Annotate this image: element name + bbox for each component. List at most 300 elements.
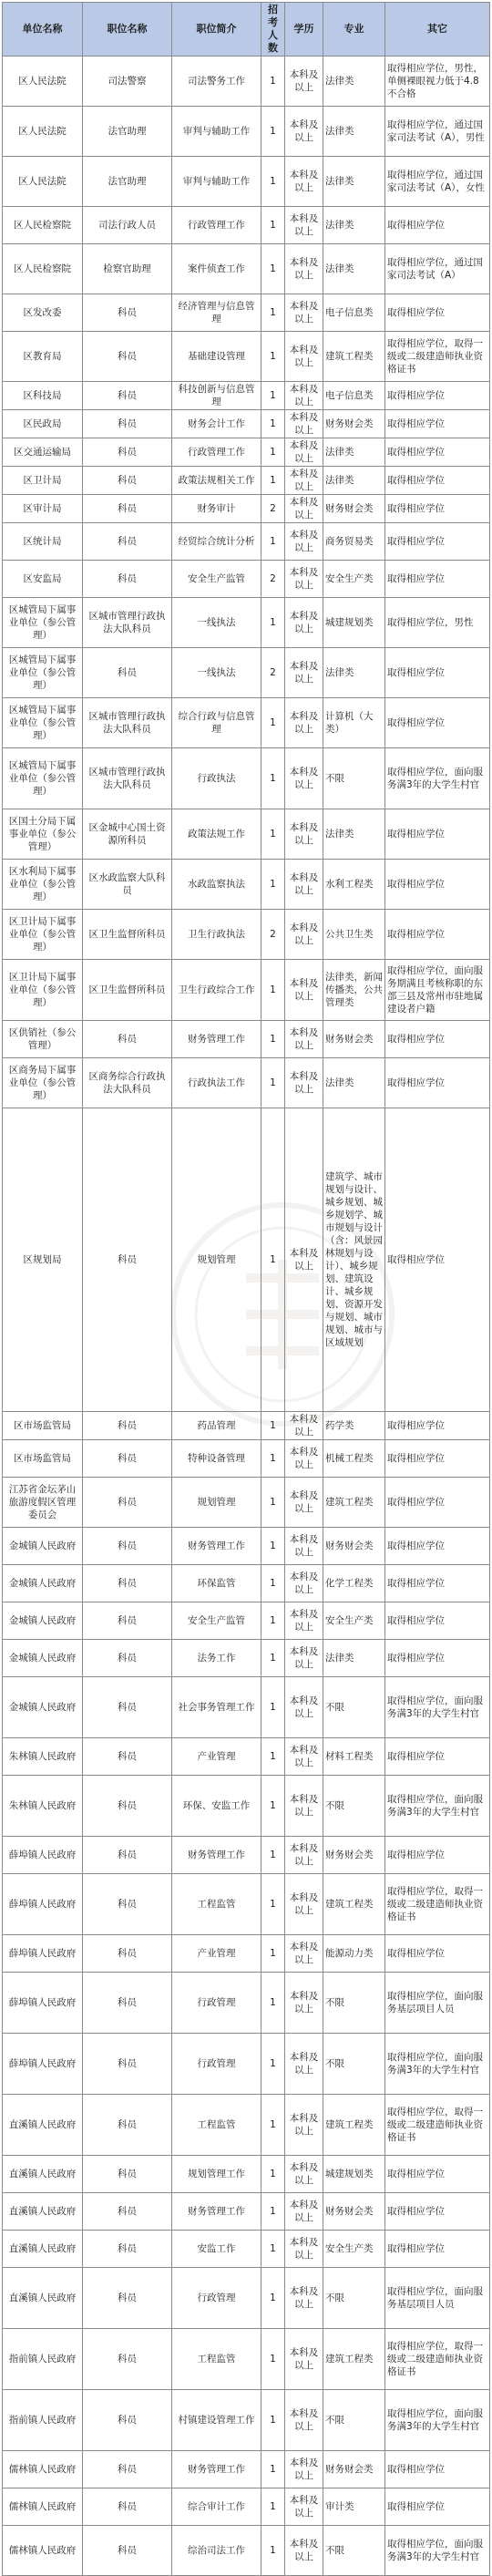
description-cell: 经贸综合统计分析 (172, 523, 261, 561)
count-cell: 1 (261, 467, 285, 495)
other-cell: 取得相应学位 (385, 2488, 490, 2526)
count-cell: 1 (261, 1973, 285, 2034)
table-row (3, 2193, 490, 2231)
description-cell: 经济管理与信息管理 (172, 294, 261, 332)
description-cell: 财务审计 (172, 495, 261, 523)
position-cell: 科员 (83, 1565, 172, 1602)
position-cell: 区金城中心国土资源所科员 (83, 809, 172, 860)
unit-cell: 区科技局 (3, 382, 83, 410)
table-row (3, 1776, 490, 1837)
unit-cell: 金城镇人民政府 (3, 1528, 83, 1565)
position-cell: 科员 (83, 2156, 172, 2193)
description-cell: 财务管理工作 (172, 2193, 261, 2231)
education-cell: 本科及以上 (285, 2268, 323, 2329)
count-cell: 1 (261, 1412, 285, 1440)
unit-cell: 江苏省金坛茅山旅游度假区管理委员会 (3, 1478, 83, 1528)
description-cell: 行政执法工作 (172, 1058, 261, 1108)
major-cell: 不限 (323, 2268, 385, 2329)
major-cell: 电子信息类 (323, 382, 385, 410)
position-cell: 科员 (83, 1776, 172, 1837)
major-cell: 公共卫生类 (323, 910, 385, 960)
unit-cell: 区交通运输局 (3, 438, 83, 467)
unit-cell: 直溪镇人民政府 (3, 2231, 83, 2268)
description-cell: 财务管理工作 (172, 2451, 261, 2488)
count-cell: 1 (261, 2488, 285, 2526)
major-cell: 计算机（大类） (323, 698, 385, 748)
table-row (3, 860, 490, 910)
table-row (3, 1602, 490, 1640)
header-unit: 单位名称 (3, 3, 83, 57)
table-row (3, 57, 490, 107)
other-cell: 取得相应学位 (385, 648, 490, 698)
education-cell: 本科及以上 (285, 2193, 323, 2231)
unit-cell: 薛埠镇人民政府 (3, 2034, 83, 2095)
other-cell: 取得相应学位 (385, 1935, 490, 1973)
other-cell: 取得相应学位 (385, 2156, 490, 2193)
table-row (3, 1874, 490, 1935)
unit-cell: 区水利局下属事业单位（参公管理） (3, 860, 83, 910)
major-cell: 建筑工程类 (323, 332, 385, 382)
unit-cell: 区国土分局下属事业单位（参公管理） (3, 809, 83, 860)
education-cell: 本科及以上 (285, 561, 323, 598)
table-row (3, 1973, 490, 2034)
table-row (3, 207, 490, 244)
count-cell: 1 (261, 1738, 285, 1776)
major-cell: 不限 (323, 1677, 385, 1738)
position-cell: 科员 (83, 1478, 172, 1528)
education-cell: 本科及以上 (285, 1528, 323, 1565)
count-cell: 1 (261, 244, 285, 294)
count-cell: 1 (261, 2095, 285, 2156)
other-cell: 取得相应学位，面向服务基层项目人员 (385, 1973, 490, 2034)
table-row (3, 1837, 490, 1874)
other-cell: 取得相应学位 (385, 1058, 490, 1108)
major-cell: 城建规划类 (323, 598, 385, 648)
education-cell: 本科及以上 (285, 1440, 323, 1478)
header-position: 职位名称 (83, 3, 172, 57)
header-count: 招考人数 (261, 3, 285, 57)
education-cell: 本科及以上 (285, 2156, 323, 2193)
table-row (3, 2329, 490, 2390)
count-cell: 1 (261, 523, 285, 561)
education-cell: 本科及以上 (285, 960, 323, 1021)
table-row (3, 244, 490, 294)
other-cell: 取得相应学位 (385, 410, 490, 438)
education-cell: 本科及以上 (285, 1837, 323, 1874)
unit-cell: 儒林镇人民政府 (3, 2451, 83, 2488)
education-cell: 本科及以上 (285, 107, 323, 157)
description-cell: 环保、安监工作 (172, 1776, 261, 1837)
position-cell: 科员 (83, 2488, 172, 2526)
count-cell: 1 (261, 2451, 285, 2488)
unit-cell: 区审计局 (3, 495, 83, 523)
education-cell: 本科及以上 (285, 495, 323, 523)
table-row (3, 960, 490, 1021)
table-row (3, 1108, 490, 1412)
job-table (2, 2, 490, 2576)
other-cell: 取得相应学位 (385, 1478, 490, 1528)
education-cell: 本科及以上 (285, 467, 323, 495)
education-cell: 本科及以上 (285, 1058, 323, 1108)
position-cell: 科员 (83, 1973, 172, 2034)
education-cell: 本科及以上 (285, 809, 323, 860)
position-cell: 科员 (83, 1021, 172, 1058)
description-cell: 科技创新与信息管理 (172, 382, 261, 410)
major-cell: 水利工程类 (323, 860, 385, 910)
count-cell: 1 (261, 809, 285, 860)
education-cell: 本科及以上 (285, 2231, 323, 2268)
position-cell: 区商务综合行政执法大队科员 (83, 1058, 172, 1108)
position-cell: 科员 (83, 332, 172, 382)
unit-cell: 金城镇人民政府 (3, 1677, 83, 1738)
description-cell: 财务会计工作 (172, 410, 261, 438)
position-cell: 科员 (83, 2193, 172, 2231)
other-cell: 取得相应学位，面向服务满3年的大学生村官 (385, 748, 490, 809)
education-cell: 本科及以上 (285, 1108, 323, 1412)
count-cell: 1 (261, 748, 285, 809)
other-cell: 取得相应学位 (385, 294, 490, 332)
other-cell: 取得相应学位 (385, 523, 490, 561)
unit-cell: 儒林镇人民政府 (3, 2526, 83, 2576)
unit-cell: 区城管局下属事业单位（参公管理） (3, 698, 83, 748)
major-cell: 财务财会类 (323, 1528, 385, 1565)
education-cell: 本科及以上 (285, 294, 323, 332)
position-cell: 司法行政人员 (83, 207, 172, 244)
position-cell: 科员 (83, 1874, 172, 1935)
position-cell: 科员 (83, 495, 172, 523)
education-cell: 本科及以上 (285, 1935, 323, 1973)
major-cell: 法律类 (323, 1640, 385, 1677)
description-cell: 工程监管 (172, 2329, 261, 2390)
position-cell: 科员 (83, 1412, 172, 1440)
description-cell: 产业管理 (172, 1738, 261, 1776)
table-row (3, 1478, 490, 1528)
other-cell: 取得相应学位 (385, 495, 490, 523)
table-row (3, 157, 490, 207)
count-cell: 1 (261, 2231, 285, 2268)
education-cell: 本科及以上 (285, 2034, 323, 2095)
unit-cell: 区城管局下属事业单位（参公管理） (3, 748, 83, 809)
unit-cell: 直溪镇人民政府 (3, 2095, 83, 2156)
position-cell: 科员 (83, 438, 172, 467)
other-cell: 取得相应学位，取得一级或二级建造师执业资格证书 (385, 2095, 490, 2156)
description-cell: 财务管理工作 (172, 1528, 261, 1565)
major-cell: 安全生产类 (323, 2231, 385, 2268)
count-cell: 1 (261, 1058, 285, 1108)
other-cell: 取得相应学位，面向服务满3年的大学生村官 (385, 1677, 490, 1738)
description-cell: 行政管理工作 (172, 207, 261, 244)
position-cell: 科员 (83, 1677, 172, 1738)
count-cell: 1 (261, 382, 285, 410)
unit-cell: 区卫计局 (3, 467, 83, 495)
education-cell: 本科及以上 (285, 410, 323, 438)
education-cell: 本科及以上 (285, 598, 323, 648)
position-cell: 科员 (83, 2451, 172, 2488)
description-cell: 司法警务工作 (172, 57, 261, 107)
table-row (3, 1738, 490, 1776)
other-cell: 取得相应学位，通过国家司法考试（A），男性 (385, 107, 490, 157)
major-cell: 能源动力类 (323, 1935, 385, 1973)
description-cell: 审判与辅助工作 (172, 107, 261, 157)
unit-cell: 金城镇人民政府 (3, 1565, 83, 1602)
position-cell: 区城市管理行政执法大队科员 (83, 598, 172, 648)
major-cell: 法律类 (323, 438, 385, 467)
unit-cell: 薛埠镇人民政府 (3, 1874, 83, 1935)
unit-cell: 区供销社（参公管理） (3, 1021, 83, 1058)
education-cell: 本科及以上 (285, 523, 323, 561)
description-cell: 工程监管 (172, 1874, 261, 1935)
major-cell: 建筑工程类 (323, 2095, 385, 2156)
other-cell: 取得相应学位，男性，单侧裸眼视力低于4.8不合格 (385, 57, 490, 107)
other-cell: 取得相应学位，取得一级或二级建造师执业资格证书 (385, 1874, 490, 1935)
description-cell: 安全生产监管 (172, 561, 261, 598)
position-cell: 科员 (83, 523, 172, 561)
major-cell: 不限 (323, 1776, 385, 1837)
count-cell: 1 (261, 698, 285, 748)
other-cell: 取得相应学位 (385, 1640, 490, 1677)
major-cell: 药学类 (323, 1412, 385, 1440)
education-cell: 本科及以上 (285, 2329, 323, 2390)
major-cell: 法律类 (323, 107, 385, 157)
education-cell: 本科及以上 (285, 698, 323, 748)
education-cell: 本科及以上 (285, 157, 323, 207)
count-cell: 1 (261, 2268, 285, 2329)
table-row (3, 1440, 490, 1478)
major-cell: 审计类 (323, 2488, 385, 2526)
description-cell: 综合审计工作 (172, 2488, 261, 2526)
count-cell: 1 (261, 1478, 285, 1528)
table-row (3, 2488, 490, 2526)
education-cell: 本科及以上 (285, 1973, 323, 2034)
position-cell: 区城市管理行政执法大队科员 (83, 748, 172, 809)
education-cell: 本科及以上 (285, 2451, 323, 2488)
education-cell: 本科及以上 (285, 648, 323, 698)
major-cell: 财务财会类 (323, 410, 385, 438)
position-cell: 科员 (83, 1640, 172, 1677)
education-cell: 本科及以上 (285, 1874, 323, 1935)
unit-cell: 区统计局 (3, 523, 83, 561)
description-cell: 卫生行政执法 (172, 910, 261, 960)
other-cell: 取得相应学位 (385, 1565, 490, 1602)
table-row (3, 1528, 490, 1565)
position-cell: 科员 (83, 2231, 172, 2268)
count-cell: 1 (261, 57, 285, 107)
other-cell: 取得相应学位 (385, 1738, 490, 1776)
other-cell: 取得相应学位，面向服务满3年的大学生村官 (385, 2526, 490, 2576)
position-cell: 科员 (83, 1837, 172, 1874)
table-row (3, 382, 490, 410)
count-cell: 1 (261, 157, 285, 207)
unit-cell: 指前镇人民政府 (3, 2390, 83, 2451)
table-row (3, 561, 490, 598)
education-cell: 本科及以上 (285, 2526, 323, 2576)
education-cell: 本科及以上 (285, 2488, 323, 2526)
position-cell: 科员 (83, 467, 172, 495)
unit-cell: 金城镇人民政府 (3, 1640, 83, 1677)
major-cell: 材料工程类 (323, 1738, 385, 1776)
unit-cell: 区卫计局下属事业单位（参公管理） (3, 960, 83, 1021)
count-cell: 1 (261, 1602, 285, 1640)
major-cell: 法律类 (323, 57, 385, 107)
description-cell: 财务管理工作 (172, 1837, 261, 1874)
table-row (3, 698, 490, 748)
other-cell: 取得相应学位，通过国家司法考试（A） (385, 244, 490, 294)
position-cell: 科员 (83, 1738, 172, 1776)
unit-cell: 区人民法院 (3, 157, 83, 207)
header-other: 其它 (385, 3, 490, 57)
education-cell: 本科及以上 (285, 1478, 323, 1528)
major-cell: 法律类 (323, 809, 385, 860)
major-cell: 建筑工程类 (323, 1874, 385, 1935)
education-cell: 本科及以上 (285, 1677, 323, 1738)
education-cell: 本科及以上 (285, 2390, 323, 2451)
description-cell: 村镇建设管理工作 (172, 2390, 261, 2451)
table-body (3, 57, 490, 2576)
other-cell: 取得相应学位 (385, 1528, 490, 1565)
major-cell: 财务财会类 (323, 1021, 385, 1058)
position-cell: 区水政监察大队科员 (83, 860, 172, 910)
count-cell: 1 (261, 438, 285, 467)
unit-cell: 区人民法院 (3, 57, 83, 107)
other-cell: 取得相应学位，面向服务满3年的大学生村官 (385, 1776, 490, 1837)
unit-cell: 区发改委 (3, 294, 83, 332)
unit-cell: 区市场监管局 (3, 1440, 83, 1478)
count-cell: 1 (261, 1640, 285, 1677)
other-cell: 取得相应学位 (385, 382, 490, 410)
description-cell: 安全生产监管 (172, 1602, 261, 1640)
table-row (3, 598, 490, 648)
position-cell: 科员 (83, 382, 172, 410)
description-cell: 工程监管 (172, 2095, 261, 2156)
count-cell: 1 (261, 2156, 285, 2193)
count-cell: 1 (261, 960, 285, 1021)
description-cell: 药品管理 (172, 1412, 261, 1440)
count-cell: 2 (261, 910, 285, 960)
table-row (3, 1677, 490, 1738)
unit-cell: 区规划局 (3, 1108, 83, 1412)
position-cell: 科员 (83, 648, 172, 698)
table-row (3, 2034, 490, 2095)
unit-cell: 区城管局下属事业单位（参公管理） (3, 648, 83, 698)
table-row (3, 2526, 490, 2576)
header-major: 专业 (323, 3, 385, 57)
description-cell: 卫生行政综合工作 (172, 960, 261, 1021)
position-cell: 科员 (83, 1528, 172, 1565)
description-cell: 案件侦查工作 (172, 244, 261, 294)
other-cell: 取得相应学位，通过国家司法考试（A），女性 (385, 157, 490, 207)
table-header-row (3, 3, 490, 57)
other-cell: 取得相应学位 (385, 1021, 490, 1058)
other-cell: 取得相应学位 (385, 860, 490, 910)
other-cell: 取得相应学位 (385, 467, 490, 495)
position-cell: 检察官助理 (83, 244, 172, 294)
count-cell: 2 (261, 648, 285, 698)
other-cell: 取得相应学位，面向服务满3年的大学生村官 (385, 2390, 490, 2451)
description-cell: 产业管理 (172, 1935, 261, 1973)
position-cell: 科员 (83, 1440, 172, 1478)
count-cell: 1 (261, 1528, 285, 1565)
count-cell: 1 (261, 860, 285, 910)
unit-cell: 儒林镇人民政府 (3, 2488, 83, 2526)
count-cell: 2 (261, 561, 285, 598)
major-cell: 建筑工程类 (323, 1478, 385, 1528)
major-cell: 不限 (323, 2390, 385, 2451)
description-cell: 一线执法 (172, 648, 261, 698)
description-cell: 规划管理 (172, 1108, 261, 1412)
unit-cell: 区人民检察院 (3, 244, 83, 294)
other-cell: 取得相应学位，取得一级或二级建造师执业资格证书 (385, 332, 490, 382)
unit-cell: 直溪镇人民政府 (3, 2193, 83, 2231)
position-cell: 科员 (83, 561, 172, 598)
education-cell: 本科及以上 (285, 1602, 323, 1640)
count-cell: 1 (261, 1874, 285, 1935)
description-cell: 水政监察执法 (172, 860, 261, 910)
other-cell: 取得相应学位 (385, 207, 490, 244)
table-row (3, 2451, 490, 2488)
unit-cell: 直溪镇人民政府 (3, 2156, 83, 2193)
other-cell: 取得相应学位 (385, 1602, 490, 1640)
table-row (3, 2095, 490, 2156)
unit-cell: 区民政局 (3, 410, 83, 438)
description-cell: 审判与辅助工作 (172, 157, 261, 207)
position-cell: 区卫生监督所科员 (83, 910, 172, 960)
education-cell: 本科及以上 (285, 438, 323, 467)
description-cell: 行政管理工作 (172, 438, 261, 467)
unit-cell: 薛埠镇人民政府 (3, 1837, 83, 1874)
education-cell: 本科及以上 (285, 860, 323, 910)
education-cell: 本科及以上 (285, 57, 323, 107)
major-cell: 法律类 (323, 648, 385, 698)
description-cell: 行政管理 (172, 2034, 261, 2095)
description-cell: 一线执法 (172, 598, 261, 648)
major-cell: 建筑工程类 (323, 2329, 385, 2390)
table-row (3, 410, 490, 438)
table-row (3, 748, 490, 809)
count-cell: 1 (261, 2390, 285, 2451)
major-cell: 电子信息类 (323, 294, 385, 332)
count-cell: 1 (261, 2193, 285, 2231)
other-cell: 取得相应学位 (385, 2193, 490, 2231)
count-cell: 1 (261, 598, 285, 648)
header-description: 职位简介 (172, 3, 261, 57)
unit-cell: 区商务局下属事业单位（参公管理） (3, 1058, 83, 1108)
major-cell: 法律类 (323, 467, 385, 495)
unit-cell: 指前镇人民政府 (3, 2329, 83, 2390)
unit-cell: 朱林镇人民政府 (3, 1776, 83, 1837)
count-cell: 1 (261, 207, 285, 244)
position-cell: 区卫生监督所科员 (83, 960, 172, 1021)
count-cell: 1 (261, 1677, 285, 1738)
table-row (3, 809, 490, 860)
description-cell: 基础建设管理 (172, 332, 261, 382)
count-cell: 1 (261, 332, 285, 382)
description-cell: 综治司法工作 (172, 2526, 261, 2576)
table-row (3, 467, 490, 495)
major-cell: 机械工程类 (323, 1440, 385, 1478)
position-cell: 科员 (83, 1935, 172, 1973)
description-cell: 环保监管 (172, 1565, 261, 1602)
major-cell: 财务财会类 (323, 2193, 385, 2231)
description-cell: 规划管理工作 (172, 2156, 261, 2193)
education-cell: 本科及以上 (285, 748, 323, 809)
position-cell: 科员 (83, 2268, 172, 2329)
table-row (3, 910, 490, 960)
count-cell: 1 (261, 1837, 285, 1874)
unit-cell: 朱林镇人民政府 (3, 1738, 83, 1776)
other-cell: 取得相应学位 (385, 1440, 490, 1478)
table-row (3, 332, 490, 382)
major-cell: 财务财会类 (323, 2451, 385, 2488)
